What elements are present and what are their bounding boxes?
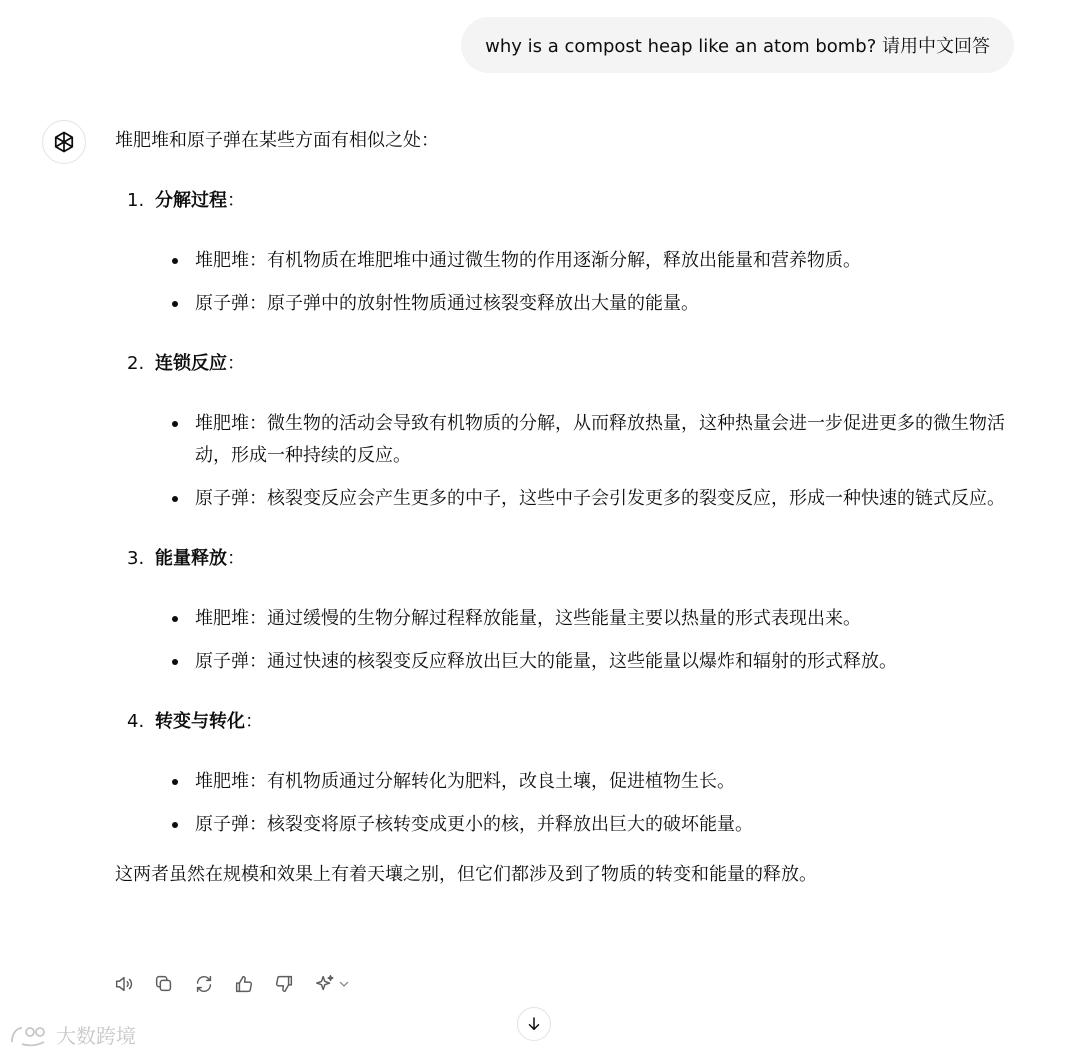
section-colon: ： bbox=[227, 190, 245, 211]
thumbs-down-button[interactable] bbox=[272, 972, 296, 996]
list-item: 堆肥堆：微生物的活动会导致有机物质的分解，从而释放热量，这种热量会进一步促进更多的微生物活动，形成一种持续的反应。 bbox=[115, 408, 1015, 472]
answer-conclusion: 这两者虽然在规模和效果上有着天壤之别，但它们都涉及到了物质的转变和能量的释放。 bbox=[115, 864, 817, 885]
arrow-down-icon bbox=[525, 1015, 543, 1033]
list-item: 堆肥堆：有机物质通过分解转化为肥料，改良土壤，促进植物生长。 bbox=[115, 766, 1015, 798]
bullet-list bbox=[115, 766, 1015, 841]
sparkle-icon bbox=[314, 973, 336, 995]
list-item: 堆肥堆：有机物质在堆肥堆中通过微生物的作用逐渐分解，释放出能量和营养物质。 bbox=[115, 245, 1015, 277]
scroll-to-bottom-button[interactable] bbox=[517, 1007, 551, 1041]
answer-intro: 堆肥堆和原子弹在某些方面有相似之处： bbox=[115, 130, 439, 151]
regenerate-icon bbox=[193, 973, 215, 995]
watermark-logo-icon bbox=[8, 1022, 52, 1048]
assistant-avatar bbox=[42, 120, 86, 164]
answer-section-4 bbox=[115, 706, 1015, 841]
list-item: 原子弹：核裂变反应会产生更多的中子，这些中子会引发更多的裂变反应，形成一种快速的链式反应。 bbox=[115, 483, 1015, 515]
watermark-text: 大数跨境 bbox=[56, 1024, 136, 1048]
watermark bbox=[8, 1020, 136, 1049]
answer-section-2 bbox=[115, 348, 1015, 515]
answer-section-1 bbox=[115, 185, 1015, 320]
section-number: 2. bbox=[127, 353, 145, 374]
section-title bbox=[115, 543, 1015, 575]
list-item: 原子弹：原子弹中的放射性物质通过核裂变释放出大量的能量。 bbox=[115, 288, 1015, 320]
section-colon: ： bbox=[227, 548, 245, 569]
section-title bbox=[115, 348, 1015, 380]
section-number: 4. bbox=[127, 711, 145, 732]
section-title bbox=[115, 185, 1015, 217]
copy-icon bbox=[153, 973, 175, 995]
section-title bbox=[115, 706, 1015, 738]
user-message-bubble bbox=[461, 17, 1014, 73]
bullet-list bbox=[115, 603, 1015, 678]
regenerate-button[interactable] bbox=[192, 972, 216, 996]
read-aloud-icon bbox=[113, 973, 135, 995]
list-item: 原子弹：通过快速的核裂变反应释放出巨大的能量，这些能量以爆炸和辐射的形式释放。 bbox=[115, 646, 1015, 678]
model-switch-button[interactable] bbox=[312, 972, 352, 996]
chevron-down-icon bbox=[338, 978, 350, 990]
thumbs-up-button[interactable] bbox=[232, 972, 256, 996]
list-item: 堆肥堆：通过缓慢的生物分解过程释放能量，这些能量主要以热量的形式表现出来。 bbox=[115, 603, 1015, 635]
assistant-answer bbox=[115, 125, 1015, 891]
list-item: 原子弹：核裂变将原子核转变成更小的核，并释放出巨大的破坏能量。 bbox=[115, 809, 1015, 841]
answer-section-3 bbox=[115, 543, 1015, 678]
section-colon: ： bbox=[245, 711, 263, 732]
thumbs-down-icon bbox=[273, 973, 295, 995]
section-heading: 分解过程 bbox=[155, 190, 227, 211]
message-actions bbox=[112, 972, 352, 996]
copy-button[interactable] bbox=[152, 972, 176, 996]
section-colon: ： bbox=[227, 353, 245, 374]
section-heading: 能量释放 bbox=[155, 548, 227, 569]
user-message-text: why is a compost heap like an atom bomb? 请用中文回答 bbox=[485, 36, 990, 57]
section-number: 1. bbox=[127, 190, 145, 211]
bullet-list bbox=[115, 245, 1015, 320]
bullet-list bbox=[115, 408, 1015, 515]
section-heading: 连锁反应 bbox=[155, 353, 227, 374]
read-aloud-button[interactable] bbox=[112, 972, 136, 996]
openai-logo-icon bbox=[51, 129, 77, 155]
section-number: 3. bbox=[127, 548, 145, 569]
section-heading: 转变与转化 bbox=[155, 711, 245, 732]
thumbs-up-icon bbox=[233, 973, 255, 995]
